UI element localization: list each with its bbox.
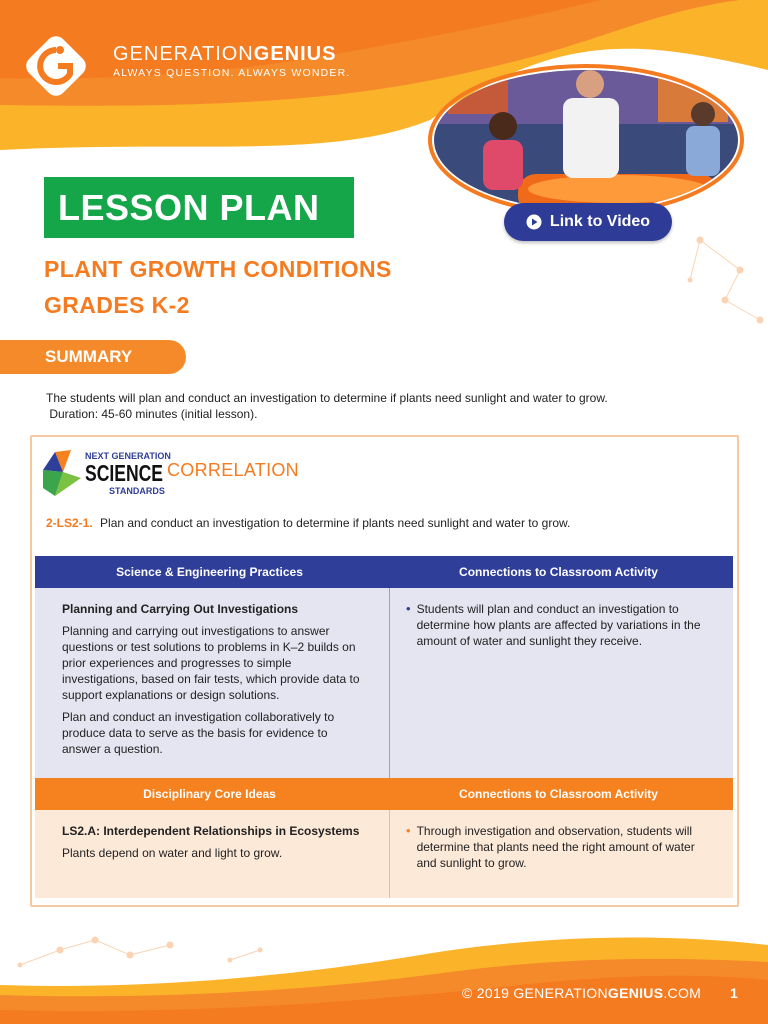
core-ideas-title: LS2.A: Interdependent Relationships in Ecosystems xyxy=(62,824,360,838)
page-number: 1 xyxy=(730,985,738,1001)
bullet-icon: • xyxy=(406,823,411,838)
core-ideas-header-row xyxy=(35,778,733,810)
correlation-table xyxy=(35,556,733,898)
practices-para-2: Plan and conduct an investigation collaboratively to produce data to serve as the basis for evidence to answer a question. xyxy=(62,710,335,756)
connections-cell-1 xyxy=(390,588,733,778)
connections-header-1: Connections to Classroom Activity xyxy=(459,565,658,579)
grade-level: GRADES K-2 xyxy=(44,292,190,318)
footer-copyright: © 2019 GENERATIONGENIUS.COM xyxy=(462,985,702,1001)
brand-name: GENERATIONGENIUS xyxy=(113,43,337,65)
ngss-logo-bottom: STANDARDS xyxy=(109,486,165,496)
lesson-plan-banner: LESSON PLAN xyxy=(44,177,354,238)
ngss-logo-top: NEXT GENERATION xyxy=(85,451,171,461)
generation-genius-logo xyxy=(18,28,94,104)
play-icon xyxy=(526,214,542,230)
practices-para-1: Planning and carrying out investigations to answer questions or test solutions to problems in K–2 builds on prior experiences and progresses to simple investigations, based on fair tests, which provide data to support explanations or design solutions. xyxy=(62,624,360,702)
practices-body-row xyxy=(35,588,733,778)
core-ideas-para: Plants depend on water and light to grow. xyxy=(62,846,283,860)
link-to-video-button[interactable] xyxy=(504,203,672,241)
practices-title: Planning and Carrying Out Investigations xyxy=(62,602,299,616)
standard-text: Plan and conduct an investigation to determine if plants need sunlight and water to grow. xyxy=(100,516,571,530)
lesson-title: PLANT GROWTH CONDITIONS xyxy=(44,256,392,282)
core-ideas-header: Disciplinary Core Ideas xyxy=(143,787,276,801)
summary-text xyxy=(46,390,726,422)
correlation-heading: CORRELATION xyxy=(167,460,299,480)
practices-header-row xyxy=(35,556,733,588)
practices-header: Science & Engineering Practices xyxy=(116,565,303,579)
core-ideas-body-row xyxy=(35,810,733,898)
connections-header-2: Connections to Classroom Activity xyxy=(459,787,658,801)
duration-line: Duration: 45-60 minutes (initial lesson). xyxy=(46,407,258,421)
ngss-logo xyxy=(41,448,169,500)
standard-code: 2-LS2-1. xyxy=(46,516,93,530)
standard-line xyxy=(46,516,570,530)
ngss-logo-main: SCIENCE xyxy=(85,460,163,486)
connections-text-1: Students will plan and conduct an investigation to determine how plants are affected by variations in the amount of water and sunlight they receive. xyxy=(416,602,701,648)
list-item xyxy=(406,601,713,649)
list-item xyxy=(406,823,713,871)
brand-tagline: ALWAYS QUESTION. ALWAYS WONDER. xyxy=(113,67,351,79)
practices-cell xyxy=(35,588,390,778)
connections-text-2: Through investigation and observation, students will determine that plants need the right amount of water and sunlight to grow. xyxy=(416,824,695,870)
connections-cell-2 xyxy=(390,810,733,898)
bullet-icon: • xyxy=(406,601,411,616)
brand-block xyxy=(113,43,351,79)
link-to-video-label: Link to Video xyxy=(549,213,651,230)
summary-line: The students will plan and conduct an investigation to determine if plants need sunlight and water to grow. xyxy=(46,391,608,405)
core-ideas-cell xyxy=(35,810,390,898)
summary-heading: SUMMARY xyxy=(0,340,186,374)
